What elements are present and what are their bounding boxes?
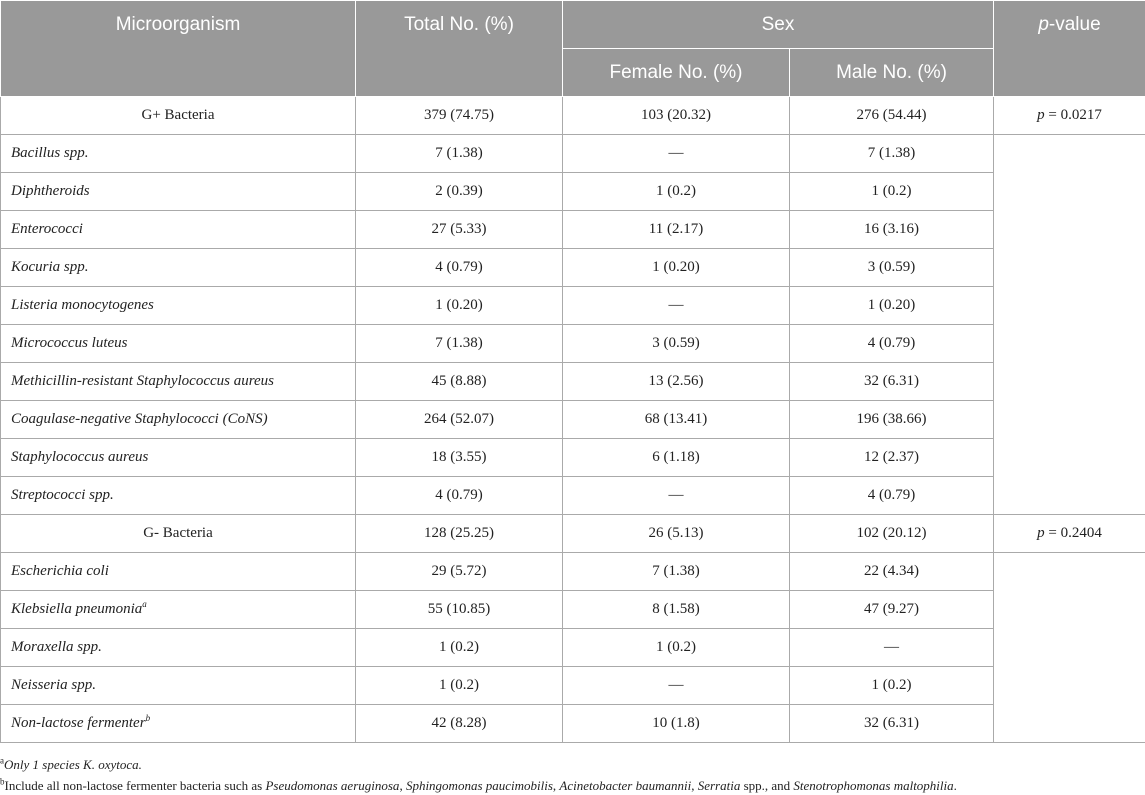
table-row — [1, 629, 1145, 667]
cell-male: 7 (1.38) — [790, 135, 994, 173]
cell-male: — — [790, 629, 994, 667]
cell-female: 1 (0.2) — [563, 629, 790, 667]
cell-total: 2 (0.39) — [356, 173, 563, 211]
cell-female: 1 (0.20) — [563, 249, 790, 287]
cell-male: 4 (0.79) — [790, 477, 994, 515]
footnote-b-lead: Include all non-lactose fermenter bacteria such as — [4, 778, 266, 793]
cell-female: 3 (0.59) — [563, 325, 790, 363]
organism-name: Methicillin-resistant Staphylococcus aureus — [1, 363, 356, 401]
pvalue-number: = 0.0217 — [1044, 107, 1102, 123]
footnote-b-sep: , — [399, 778, 406, 793]
cell-female: 13 (2.56) — [563, 363, 790, 401]
cell-total: 45 (8.88) — [356, 363, 563, 401]
group-total: 379 (74.75) — [356, 97, 563, 135]
footnote-b-species: Pseudomonas aeruginosa — [265, 778, 400, 793]
footnote-a-mark: a — [0, 755, 4, 766]
header-pvalue-p: p — [1038, 14, 1049, 35]
header-pvalue-rest: -value — [1048, 14, 1101, 35]
cell-male: 16 (3.16) — [790, 211, 994, 249]
organism-name-cell — [1, 591, 356, 629]
cell-female: — — [563, 477, 790, 515]
cell-male: 1 (0.2) — [790, 667, 994, 705]
cell-female: — — [563, 667, 790, 705]
table-row — [1, 135, 1145, 173]
table-row — [1, 477, 1145, 515]
footnote-a — [0, 757, 1145, 773]
cell-total: 4 (0.79) — [356, 249, 563, 287]
organism-name: Listeria monocytogenes — [1, 287, 356, 325]
footnote-b-mid: spp., and — [740, 778, 794, 793]
pvalue-symbol: p — [1037, 107, 1045, 123]
header-female: Female No. (%) — [563, 49, 790, 97]
organism-name: Klebsiella pneumonia — [11, 601, 143, 617]
cell-male: 12 (2.37) — [790, 439, 994, 477]
footnote-b-species: Serratia — [697, 778, 741, 793]
cell-male: 32 (6.31) — [790, 705, 994, 743]
organism-name: Streptococci spp. — [1, 477, 356, 515]
footnote-b-sep: , — [691, 778, 698, 793]
table-row — [1, 287, 1145, 325]
cell-male: 22 (4.34) — [790, 553, 994, 591]
cell-total: 18 (3.55) — [356, 439, 563, 477]
cell-total: 55 (10.85) — [356, 591, 563, 629]
organism-name: Escherichia coli — [1, 553, 356, 591]
footnote-b-sep: , — [552, 778, 560, 793]
cell-total: 7 (1.38) — [356, 325, 563, 363]
cell-male: 196 (38.66) — [790, 401, 994, 439]
organism-name: Moraxella spp. — [1, 629, 356, 667]
group-pvalue — [994, 515, 1145, 553]
footnote-b-end: . — [953, 778, 957, 793]
footnote-b-mark: b — [0, 776, 5, 787]
cell-female: 1 (0.2) — [563, 173, 790, 211]
table-row — [1, 401, 1145, 439]
table-row — [1, 553, 1145, 591]
group-pvalue — [994, 97, 1145, 135]
group-female: 103 (20.32) — [563, 97, 790, 135]
footnote-mark: a — [142, 599, 147, 609]
footnote-b-species: Acinetobacter baumannii — [559, 778, 692, 793]
table-row — [1, 363, 1145, 401]
table-row — [1, 211, 1145, 249]
header-total: Total No. (%) — [356, 1, 563, 97]
table-row — [1, 705, 1145, 743]
cell-female: 8 (1.58) — [563, 591, 790, 629]
organism-name: Non-lactose fermenter — [11, 715, 146, 731]
cell-total: 42 (8.28) — [356, 705, 563, 743]
cell-male: 3 (0.59) — [790, 249, 994, 287]
cell-total: 7 (1.38) — [356, 135, 563, 173]
cell-total: 1 (0.2) — [356, 629, 563, 667]
cell-female: — — [563, 287, 790, 325]
footnote-mark: b — [145, 713, 151, 723]
footnote-b-species: Stenotrophomonas maltophilia — [793, 778, 954, 793]
table-row — [1, 325, 1145, 363]
cell-male: 4 (0.79) — [790, 325, 994, 363]
cell-total: 29 (5.72) — [356, 553, 563, 591]
group-row-gneg — [1, 515, 1145, 553]
group-label: G+ Bacteria — [1, 97, 356, 135]
cell-total: 264 (52.07) — [356, 401, 563, 439]
organism-name: Bacillus spp. — [1, 135, 356, 173]
table-row — [1, 439, 1145, 477]
pvalue-number: = 0.2404 — [1044, 525, 1102, 541]
cell-female: — — [563, 135, 790, 173]
cell-male: 1 (0.2) — [790, 173, 994, 211]
cell-total: 1 (0.20) — [356, 287, 563, 325]
organism-name: Diphtheroids — [1, 173, 356, 211]
cell-male: 32 (6.31) — [790, 363, 994, 401]
footnote-b — [0, 778, 1145, 794]
group-row-gpos — [1, 97, 1145, 135]
header-sex: Sex — [563, 1, 994, 49]
cell-total: 4 (0.79) — [356, 477, 563, 515]
pvalue-empty-cell — [994, 135, 1145, 515]
organism-name: Enterococci — [1, 211, 356, 249]
table-row — [1, 667, 1145, 705]
table-row — [1, 249, 1145, 287]
group-male: 276 (54.44) — [790, 97, 994, 135]
group-total: 128 (25.25) — [356, 515, 563, 553]
cell-female: 10 (1.8) — [563, 705, 790, 743]
organism-name: Micrococcus luteus — [1, 325, 356, 363]
cell-female: 68 (13.41) — [563, 401, 790, 439]
header-microorganism: Microorganism — [1, 1, 356, 97]
cell-total: 1 (0.2) — [356, 667, 563, 705]
cell-male: 47 (9.27) — [790, 591, 994, 629]
organism-name: Kocuria spp. — [1, 249, 356, 287]
footnote-a-text: Only 1 species K. oxytoca. — [4, 757, 142, 772]
organism-name-cell — [1, 705, 356, 743]
pvalue-empty-cell — [994, 553, 1145, 743]
table-row — [1, 591, 1145, 629]
cell-female: 7 (1.38) — [563, 553, 790, 591]
table-row — [1, 173, 1145, 211]
pvalue-symbol: p — [1037, 525, 1045, 541]
cell-male: 1 (0.20) — [790, 287, 994, 325]
cell-total: 27 (5.33) — [356, 211, 563, 249]
group-label: G- Bacteria — [1, 515, 356, 553]
header-male: Male No. (%) — [790, 49, 994, 97]
cell-female: 11 (2.17) — [563, 211, 790, 249]
organism-name: Staphylococcus aureus — [1, 439, 356, 477]
footnote-b-species: Sphingomonas paucimobilis — [405, 778, 553, 793]
group-female: 26 (5.13) — [563, 515, 790, 553]
group-male: 102 (20.12) — [790, 515, 994, 553]
cell-female: 6 (1.18) — [563, 439, 790, 477]
organism-name: Coagulase-negative Staphylococci (CoNS) — [1, 401, 356, 439]
header-pvalue — [994, 1, 1145, 97]
organism-name: Neisseria spp. — [1, 667, 356, 705]
